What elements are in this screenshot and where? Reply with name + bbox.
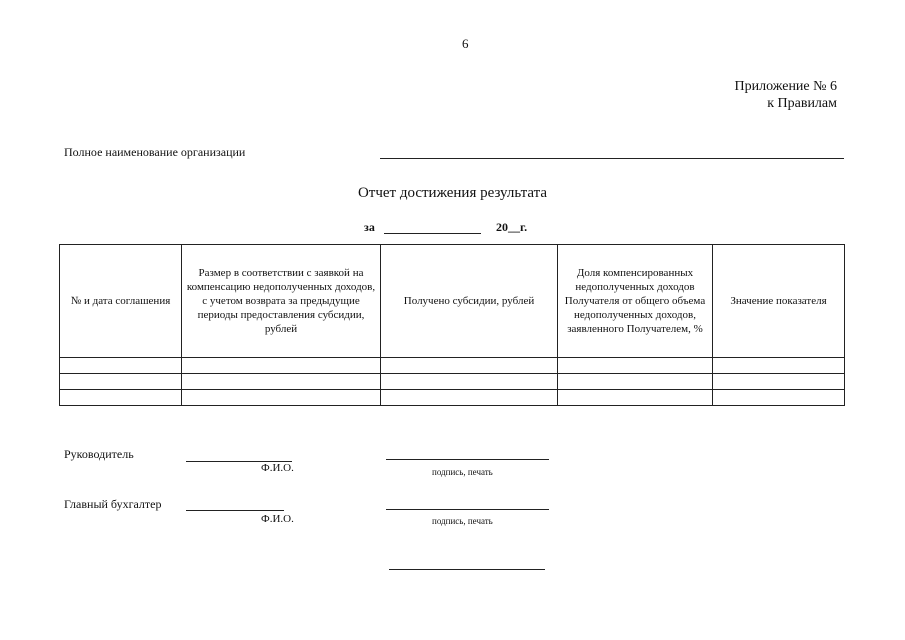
header-agreement: № и дата соглашения — [60, 245, 182, 358]
table-cell — [713, 390, 845, 406]
table-cell — [713, 358, 845, 374]
header-amount: Размер в соответствии с заявкой на компенсацию недополученных доходов, с учетом возврата за предыдущие периоды предоставления субсидии, рублей — [182, 245, 381, 358]
table-header-row — [60, 245, 845, 358]
director-sign-caption: подпись, печать — [432, 467, 493, 477]
table-cell — [558, 358, 713, 374]
table-cell — [381, 374, 558, 390]
table-row — [60, 358, 845, 374]
director-sign-line — [386, 459, 549, 460]
accountant-fio-caption: Ф.И.О. — [261, 513, 294, 525]
page-number: 6 — [462, 36, 469, 51]
accountant-fio-line — [186, 510, 284, 511]
report-title: Отчет достижения результата — [357, 185, 548, 201]
table-cell — [381, 390, 558, 406]
director-fio-caption: Ф.И.О. — [261, 462, 294, 474]
appendix-line-1: Приложение № 6 — [734, 79, 837, 94]
table-cell — [60, 374, 182, 390]
org-name-label: Полное наименование организации — [64, 145, 246, 159]
report-year: 20__г. — [496, 220, 528, 234]
table-cell — [558, 374, 713, 390]
table-cell — [182, 390, 381, 406]
table-cell — [60, 390, 182, 406]
table-cell — [60, 358, 182, 374]
table-cell — [558, 390, 713, 406]
header-indicator: Значение показателя — [713, 245, 845, 358]
appendix-line-2: к Правилам — [767, 96, 837, 111]
org-name-line — [380, 158, 844, 159]
period-line — [384, 233, 481, 234]
appendix-header — [735, 78, 838, 112]
header-received: Получено субсидии, рублей — [381, 245, 558, 358]
director-label: Руководитель — [64, 447, 134, 461]
accountant-sign-caption: подпись, печать — [432, 516, 493, 526]
table-cell — [182, 374, 381, 390]
table-cell — [182, 358, 381, 374]
table-row — [60, 374, 845, 390]
period-prefix: за — [364, 220, 375, 234]
table-row — [60, 390, 845, 406]
header-share: Доля компенсированных недополученных доходов Получателя от общего объема недополученных доходов, заявленного Получателем, % — [558, 245, 713, 358]
accountant-label: Главный бухгалтер — [64, 497, 162, 511]
accountant-sign-line — [386, 509, 549, 510]
bottom-line — [389, 569, 545, 570]
table-cell — [713, 374, 845, 390]
table-cell — [381, 358, 558, 374]
report-table — [59, 244, 845, 406]
